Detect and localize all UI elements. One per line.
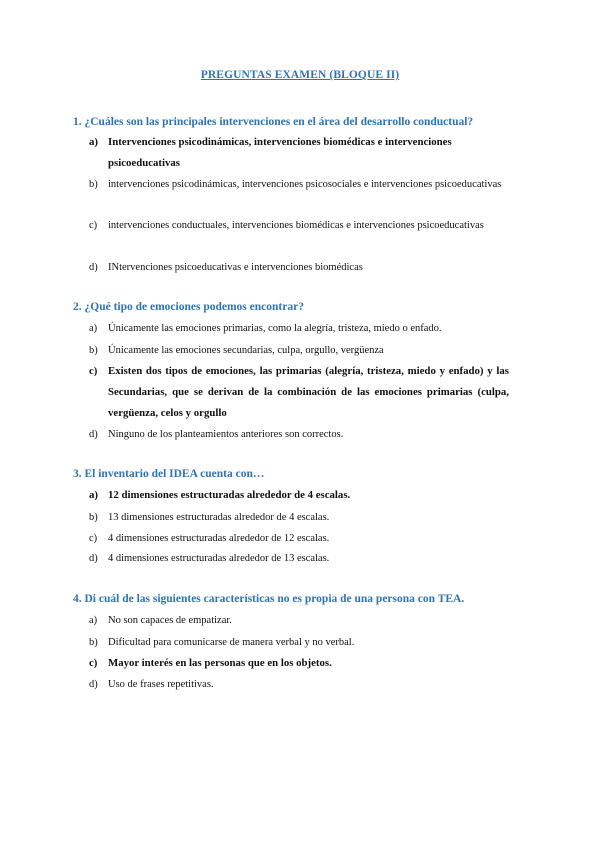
option-letter: d) [89,262,98,273]
question-4-heading: 4. Di cuál de las siguientes características no es propia de una persona con TEA. [73,593,465,605]
question-1-option-c [89,215,509,236]
option-text: Únicamente las emociones primarias, como la alegría, tristeza, miedo o enfado. [108,323,442,334]
question-4-option-c [89,653,509,674]
option-letter: c) [89,533,98,544]
question-1-option-b [89,174,509,195]
question-3-heading: 3. El inventario del IDEA cuenta con… [73,468,265,480]
option-letter: b) [89,637,98,648]
option-text: 4 dimensiones estructuradas alrededor de 12 escalas. [108,533,330,544]
question-1-option-a [89,132,509,174]
question-2-option-b [89,340,509,361]
option-letter: d) [89,429,98,440]
question-3-option-d [89,548,509,569]
question-1-heading: 1. ¿Cuáles son las principales intervenciones en el área del desarrollo conductual? [73,116,474,128]
option-text: intervenciones psicodinámicas, intervenciones psicosociales e intervenciones psicoeducativas [108,179,502,190]
question-3-option-c [89,528,509,549]
question-2-option-d [89,424,509,445]
option-text: 4 dimensiones estructuradas alrededor de 13 escalas. [108,553,330,564]
option-text: Existen dos tipos de emociones, las primarias (alegría, tristeza, miedo y enfado) y las Secundarias, que se derivan de la combinación de las emociones primarias (culpa, vergüenza, celos y orgullo [108,365,509,419]
option-letter: d) [89,679,98,690]
option-text: Mayor interés en las personas que en los objetos. [108,657,332,669]
option-letter: a) [89,489,98,501]
option-letter: d) [89,553,98,564]
option-text: 13 dimensiones estructuradas alrededor de 4 escalas. [108,512,330,523]
question-4-option-d [89,674,509,695]
option-letter: c) [89,657,98,669]
option-letter: a) [89,615,98,626]
option-letter: a) [89,136,98,148]
option-text: Ninguno de los planteamientos anteriores son correctos. [108,429,344,440]
option-text: INtervenciones psicoeducativas e intervenciones biomédicas [108,262,363,273]
page-title: PREGUNTAS EXAMEN (BLOQUE II) [200,69,400,81]
option-text: Uso de frases repetitivas. [108,679,214,690]
question-4-option-a [89,610,509,631]
option-letter: b) [89,512,98,523]
option-letter: b) [89,179,98,190]
option-text: Dificultad para comunicarse de manera verbal y no verbal. [108,637,355,648]
option-text: No son capaces de empatizar. [108,615,232,626]
option-text: Únicamente las emociones secundarias, culpa, orgullo, vergüenza [108,345,384,356]
option-letter: c) [89,220,98,231]
option-text: Intervenciones psicodinámicas, intervenciones biomédicas e intervenciones psicoeducativas [108,136,452,169]
option-text: 12 dimensiones estructuradas alrededor de 4 escalas. [108,489,351,501]
option-letter: a) [89,323,98,334]
option-letter: b) [89,345,98,356]
question-4-option-b [89,632,509,653]
question-3-option-b [89,507,509,528]
question-2-option-a [89,318,509,339]
question-2-option-c [89,361,509,424]
question-2-heading: 2. ¿Qué tipo de emociones podemos encontrar? [73,301,304,313]
question-1-option-d [89,257,509,278]
option-text: intervenciones conductuales, intervenciones biomédicas e intervenciones psicoeducativas [108,220,484,231]
option-letter: c) [89,365,98,377]
question-3-option-a [89,485,509,506]
